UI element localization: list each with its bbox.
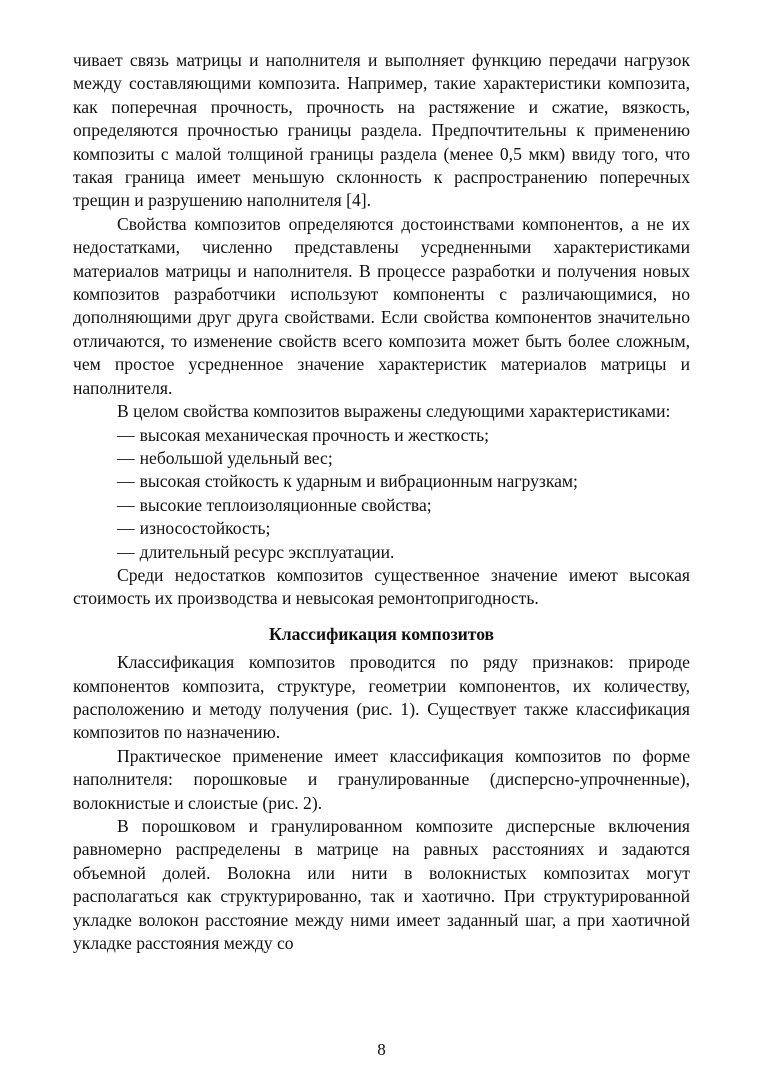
section-heading: Классификация композитов bbox=[268, 623, 495, 644]
body-paragraph-drawbacks: Среди недостатков композитов существенное значение имеют высокая стоимость их производства и невысокая ремонтопригодность. bbox=[73, 564, 690, 609]
list-dash: — bbox=[117, 447, 135, 468]
page-number: 8 bbox=[377, 1040, 386, 1059]
list-item-text: износостойкость; bbox=[139, 518, 271, 539]
body-paragraph-continuation: чивает связь матрицы и наполнителя и выполняет функцию передачи нагрузок между составляющими композита. Например, такие характеристики композита, как поперечная прочность, прочность на растяжение и сжатие, вязкость, определяются прочностью границы раздела. Предпочтительны к применению композиты с малой толщиной границы раздела (менее 0,5 мкм) ввиду того, что такая граница имеет меньшую склонность к распространению поперечных трещин и разрушению наполнителя [4]. bbox=[73, 50, 690, 211]
list-item bbox=[73, 447, 690, 470]
list-item-text: длительный ресурс эксплуатации. bbox=[139, 541, 395, 562]
list-dash: — bbox=[117, 424, 135, 445]
body-paragraph-powder-composite: В порошковом и гранулированном композите дисперсные включения равномерно распределены в матрице на равных расстояниях и задаются объемной долей. Волокна или нити в волокнистых композитах могут располагаться как структурированно, так и хаотично. При структурированной укладке волокон расстояние между ними имеет заданный шаг, а при хаотичной укладке расстояния между со bbox=[73, 816, 690, 954]
list-item-text: высокие теплоизоляционные свойства; bbox=[139, 494, 432, 515]
list-dash: — bbox=[117, 518, 135, 539]
list-item bbox=[73, 470, 690, 493]
list-dash: — bbox=[117, 541, 135, 562]
list-item-text: высокая стойкость к ударным и вибрационным нагрузкам; bbox=[139, 471, 578, 492]
list-item bbox=[73, 424, 690, 447]
body-paragraph-characteristics-intro: В целом свойства композитов выражены следующими характеристиками: bbox=[117, 401, 671, 422]
list-dash: — bbox=[117, 494, 135, 515]
page-content bbox=[73, 49, 690, 955]
list-dash: — bbox=[117, 471, 135, 492]
body-paragraph-component-properties: Свойства композитов определяются достоинствами компонентов, а не их недостатками, численно представлены усредненными характеристиками материалов матрицы и наполнителя. В процессе разработки и получения новых композитов разработчики используют компоненты с различающимися, но дополняющими друг друга свойствами. Если свойства компонентов значительно отличаются, то изменение свойств всего композита может быть более сложным, чем простое усредненное значение характеристик материалов матрицы и наполнителя. bbox=[73, 213, 690, 398]
list-item bbox=[73, 541, 690, 564]
list-item bbox=[73, 517, 690, 540]
body-paragraph-classification: Классификация композитов проводится по ряду признаков: природе компонентов композита, структуре, геометрии компонентов, их количеству, расположению и методу получения (рис. 1). Существует также классификация композитов по назначению. bbox=[73, 652, 690, 743]
body-paragraph-filler-form: Практическое применение имеет классификация композитов по форме наполнителя: порошковые и гранулированные (дисперсно-упрочненные), волокнистые и слоистые (рис. 2). bbox=[73, 745, 690, 813]
properties-list bbox=[73, 424, 690, 564]
list-item-text: высокая механическая прочность и жесткость; bbox=[139, 424, 490, 445]
list-item bbox=[73, 494, 690, 517]
list-item-text: небольшой удельный вес; bbox=[139, 447, 333, 468]
